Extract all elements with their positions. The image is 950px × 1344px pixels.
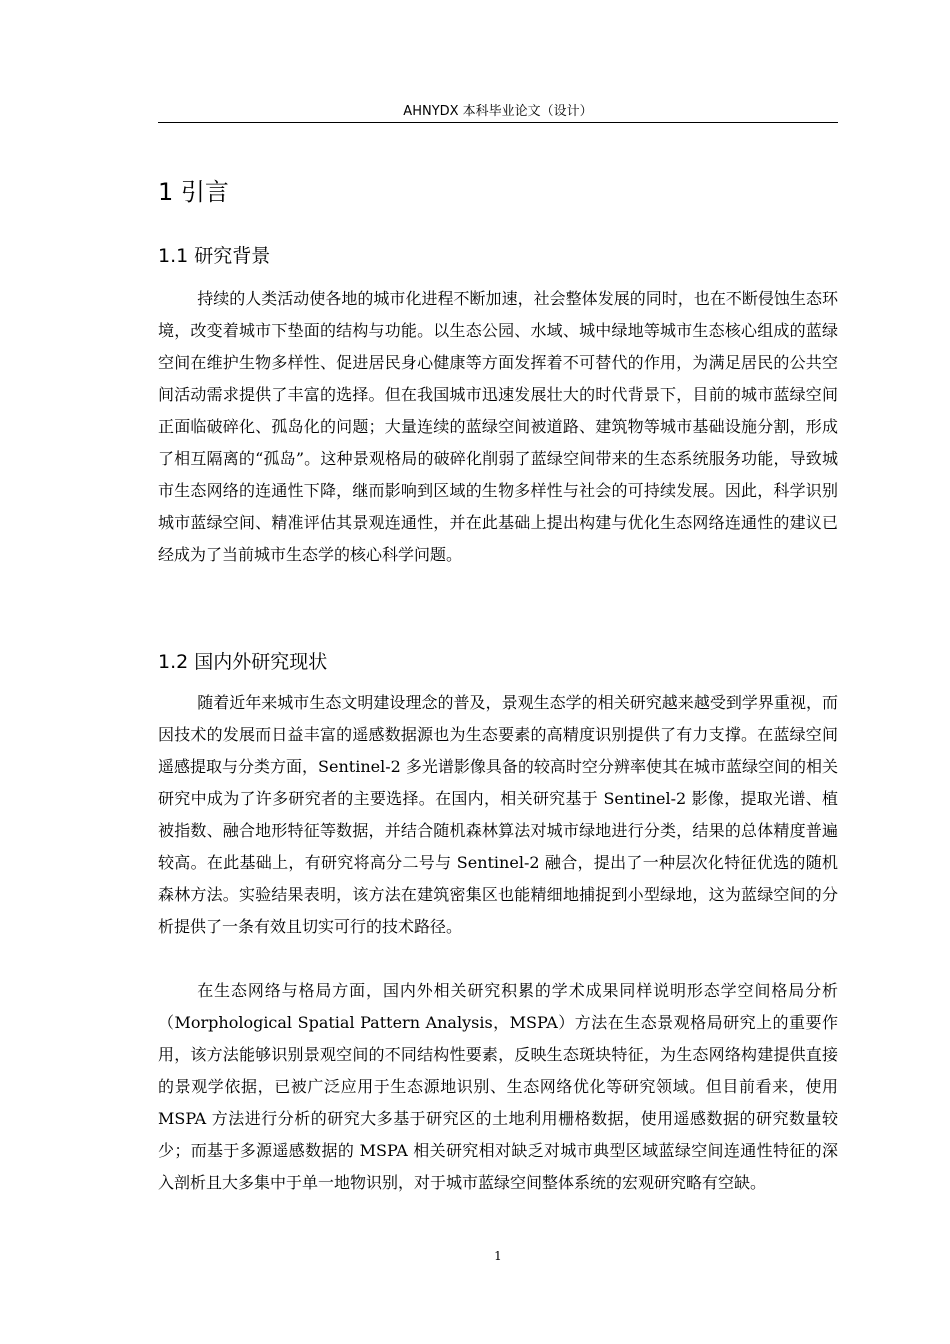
section-title-research-status: 1.2 国内外研究现状 (158, 651, 328, 673)
paragraph-remote-sensing: 随着近年来城市生态文明建设理念的普及，景观生态学的相关研究越来越受到学界重视，而因技术的发展而日益丰富的遥感数据源也为生态要素的高精度识别提供了有力支撑。在蓝绿空间遥感提取与分类方面，Sentinel-2 多光谱影像具备的较高时空分辨率使其在城市蓝绿空间的相关研究中成为了许多研究者的主要选择。在国内，相关研究基于 Sentinel-2 影像，提取光谱、植被指数、融合地形特征等数据，并结合随机森林算法对城市绿地进行分类，结果的总体精度普遍较高。在此基础上，有研究将高分二号与 Sentinel-2 融合，提出了一种层次化特征优选的随机森林方法。实验结果表明，该方法在建筑密集区也能精细地捕捉到小型绿地，这为蓝绿空间的分析提供了一条有效且切实可行的技术路径。 (158, 693, 838, 936)
page-number: 1 (494, 1249, 502, 1263)
header-rule (158, 122, 838, 123)
section-title-background: 1.1 研究背景 (158, 245, 271, 267)
paragraph-ecological-network: 在生态网络与格局方面，国内外相关研究积累的学术成果同样说明形态学空间格局分析（Morphological Spatial Pattern Analysis，MSPA）方法在生态景观格局研究上的重要作用，该方法能够识别景观空间的不同结构性要素，反映生态斑块特征，为生态网络构建提供直接的景观学依据，已被广泛应用于生态源地识别、生态网络优化等研究领域。但目前看来，使用 MSPA 方法进行分析的研究大多基于研究区的土地利用栅格数据，使用遥感数据的研究数量较少；而基于多源遥感数据的 MSPA 相关研究相对缺乏对城市典型区域蓝绿空间连通性特征的深入剖析且大多集中于单一地物识别，对于城市蓝绿空间整体系统的宏观研究略有空缺。 (158, 981, 838, 1192)
running-header: AHNYDX 本科毕业论文（设计） (403, 104, 593, 119)
chapter-title: 1 引言 (158, 178, 229, 206)
document-page (158, 0, 838, 1344)
paragraph-background: 持续的人类活动使各地的城市化进程不断加速，社会整体发展的同时，也在不断侵蚀生态环境，改变着城市下垫面的结构与功能。以生态公园、水域、城中绿地等城市生态核心组成的蓝绿空间在维护生物多样性、促进居民身心健康等方面发挥着不可替代的作用，为满足居民的公共空间活动需求提供了丰富的选择。但在我国城市迅速发展壮大的时代背景下，目前的城市蓝绿空间正面临破碎化、孤岛化的问题；大量连续的蓝绿空间被道路、建筑物等城市基础设施分割，形成了相互隔离的“孤岛”。这种景观格局的破碎化削弱了蓝绿空间带来的生态系统服务功能，导致城市生态网络的连通性下降，继而影响到区域的生物多样性与社会的可持续发展。因此，科学识别城市蓝绿空间、精准评估其景观连通性，并在此基础上提出构建与优化生态网络连通性的建议已经成为了当前城市生态学的核心科学问题。 (158, 289, 838, 564)
